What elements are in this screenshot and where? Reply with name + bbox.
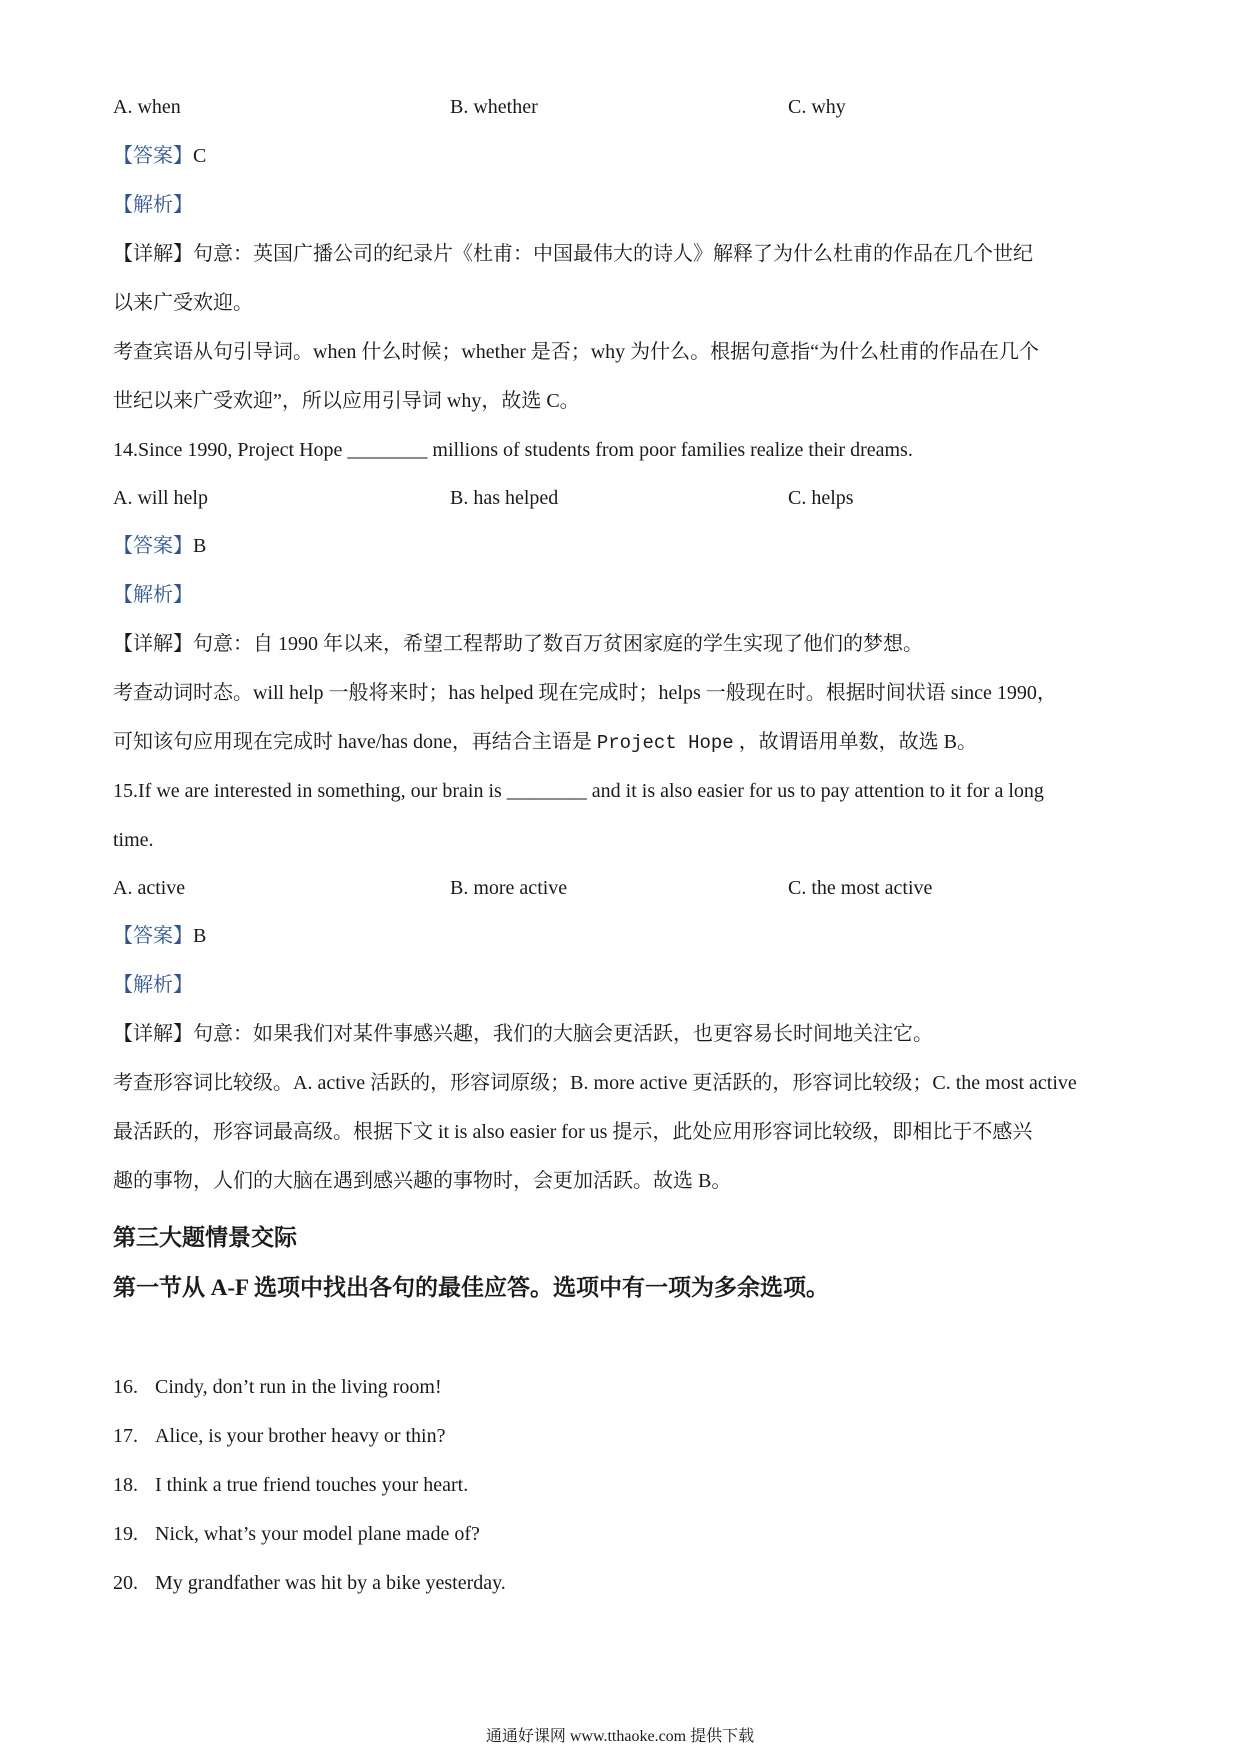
q13-analysis-label: 【解析】 [113, 194, 193, 216]
q15-analysis-label: 【解析】 [113, 974, 193, 996]
item-number: 20. [113, 1572, 138, 1594]
section-subtitle: 第一节从 A-F 选项中找出各句的最佳应答。选项中有一项为多余选项。 [113, 1275, 829, 1300]
q13-detail-4: 世纪以来广受欢迎”，所以应用引导词 why，故选 C。 [113, 390, 580, 412]
q14-option-c: C. helps [788, 487, 854, 509]
q14-option-a: A. will help [113, 487, 208, 509]
item-number: 18. [113, 1474, 138, 1496]
q15-question-line-1: 15.If we are interested in something, our brain is ________ and it is also easier for us to pay attention to it for a long [113, 780, 1044, 802]
q13-answer [113, 143, 206, 169]
q14-detail-2: 考查动词时态。will help 一般将来时；has helped 现在完成时；helps 一般现在时。根据时间状语 since 1990， [113, 682, 1057, 704]
detail-text-c: ，故谓语用单数，故选 B。 [733, 731, 978, 753]
list-item [113, 1374, 442, 1400]
answer-value: B [193, 925, 207, 947]
q14-question: 14.Since 1990, Project Hope ________ millions of students from poor families realize their dreams. [113, 439, 913, 461]
q14-analysis-label: 【解析】 [113, 584, 193, 606]
list-item [113, 1521, 480, 1547]
q13-detail-2: 以来广受欢迎。 [113, 292, 253, 314]
q15-detail-1 [113, 1021, 933, 1047]
q13-option-b: B. whether [450, 96, 538, 118]
item-text: My grandfather was hit by a bike yesterday. [155, 1572, 506, 1594]
item-text: Alice, is your brother heavy or thin? [155, 1425, 446, 1447]
detail-text: 句意：如果我们对某件事感兴趣，我们的大脑会更活跃，也更容易长时间地关注它。 [193, 1023, 933, 1045]
q13-option-a: A. when [113, 96, 181, 118]
item-number: 19. [113, 1523, 138, 1545]
q14-detail-1 [113, 631, 923, 657]
item-text: I think a true friend touches your heart. [155, 1474, 469, 1496]
q13-detail-3: 考查宾语从句引导词。when 什么时候；whether 是否；why 为什么。根据句意指“为什么杜甫的作品在几个 [113, 341, 1040, 363]
q14-answer [113, 533, 206, 559]
q13-option-c: C. why [788, 96, 846, 118]
answer-label: 【答案】 [113, 925, 193, 947]
q15-option-a: A. active [113, 877, 186, 899]
list-item [113, 1570, 506, 1596]
page-footer: 通通好课网 www.tthaoke.com 提供下载 [485, 1728, 755, 1745]
answer-label: 【答案】 [113, 535, 193, 557]
item-number: 16. [113, 1376, 138, 1398]
detail-label: 【详解】 [113, 633, 193, 655]
q15-option-c: C. the most active [788, 877, 933, 899]
detail-label: 【详解】 [113, 1023, 193, 1045]
detail-text-a: 可知该句应用现在完成时 have/has done，再结合主语是 [113, 731, 597, 753]
item-text: Nick, what’s your model plane made of? [155, 1523, 480, 1545]
q15-detail-3: 最活跃的，形容词最高级。根据下文 it is also easier for us 提示，此处应用形容词比较级，即相比于不感兴 [113, 1121, 1033, 1143]
list-item [113, 1423, 445, 1449]
section-title: 第三大题情景交际 [113, 1225, 297, 1250]
list-item [113, 1472, 468, 1498]
answer-value: B [193, 535, 207, 557]
item-text: Cindy, don’t run in the living room! [155, 1376, 442, 1398]
answer-value: C [193, 145, 207, 167]
detail-text: 句意：自 1990 年以来，希望工程帮助了数百万贫困家庭的学生实现了他们的梦想。 [193, 633, 923, 655]
answer-label: 【答案】 [113, 145, 193, 167]
q15-option-b: B. more active [450, 877, 568, 899]
detail-subject-mono: Project Hope [596, 732, 734, 754]
detail-label: 【详解】 [113, 243, 193, 265]
q14-detail-3 [113, 729, 977, 756]
q15-detail-2: 考查形容词比较级。A. active 活跃的，形容词原级；B. more active 更活跃的，形容词比较级；C. the most active [113, 1072, 1077, 1094]
q15-question-line-2: time. [113, 829, 154, 851]
q15-detail-4: 趣的事物，人们的大脑在遇到感兴趣的事物时，会更加活跃。故选 B。 [113, 1170, 732, 1192]
detail-text: 句意：英国广播公司的纪录片《杜甫：中国最伟大的诗人》解释了为什么杜甫的作品在几个世纪 [193, 243, 1033, 265]
q13-detail-1 [113, 241, 1033, 267]
item-number: 17. [113, 1425, 138, 1447]
q14-option-b: B. has helped [450, 487, 559, 509]
q15-answer [113, 923, 206, 949]
